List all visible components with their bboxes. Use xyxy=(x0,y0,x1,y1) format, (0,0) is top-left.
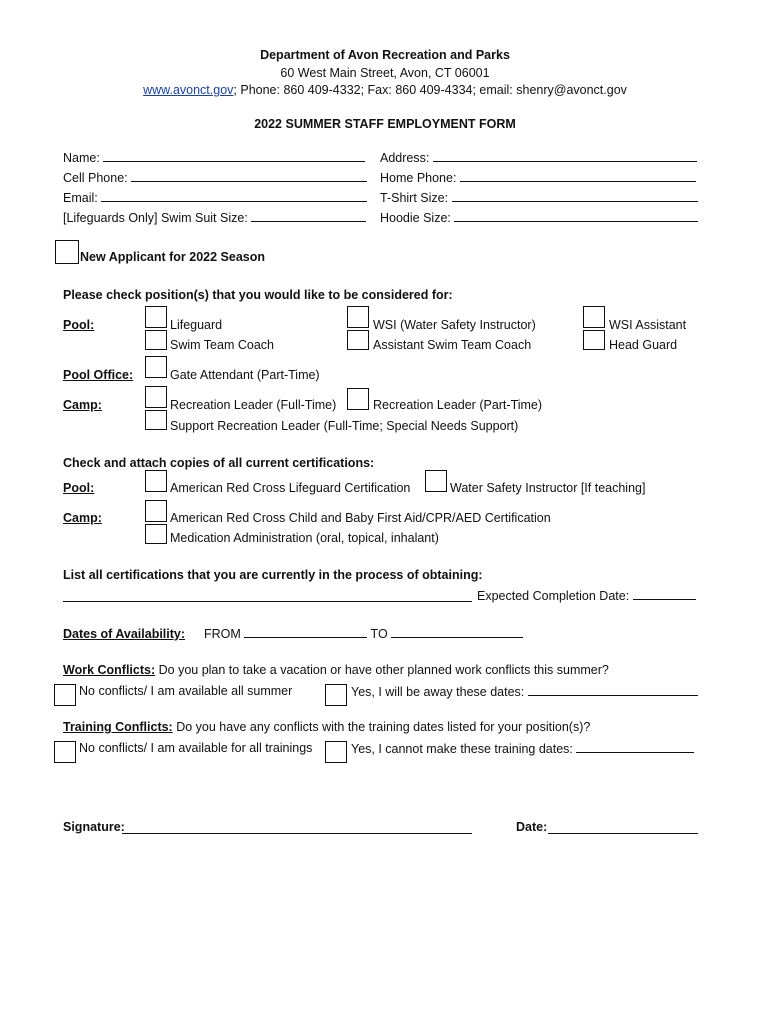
lifeguard-label: Lifeguard xyxy=(170,318,223,332)
wsi-label: WSI (Water Safety Instructor) xyxy=(373,318,536,332)
pool-office-label: Pool Office: xyxy=(63,368,134,382)
work-conflicts-text: Do you plan to take a vacation or have other planned work conflicts this summer? xyxy=(155,663,609,677)
cell-phone-label: Cell Phone: xyxy=(63,171,128,185)
address-label: Address: xyxy=(380,151,430,165)
form-title: 2022 SUMMER STAFF EMPLOYMENT FORM xyxy=(254,117,516,131)
positions-prompt: Please check position(s) that you would like to be considered for: xyxy=(63,288,453,302)
cert-camp-label: Camp: xyxy=(63,511,102,525)
home-phone-input-line[interactable] xyxy=(460,170,696,182)
pool-label: Pool: xyxy=(63,318,95,332)
wsi-teaching-checkbox[interactable] xyxy=(425,470,447,492)
head-guard-checkbox[interactable] xyxy=(583,330,605,350)
home-phone-label: Home Phone: xyxy=(380,171,457,185)
training-conflicts-label: Training Conflicts: xyxy=(63,720,173,734)
availability-label: Dates of Availability: xyxy=(63,627,186,641)
contact-line xyxy=(0,83,770,97)
tshirt-field[interactable] xyxy=(380,190,698,205)
assistant-swim-coach-checkbox[interactable] xyxy=(347,330,369,350)
new-applicant-checkbox[interactable] xyxy=(55,240,79,264)
hoodie-label: Hoodie Size: xyxy=(380,211,451,225)
swim-suit-input-line[interactable] xyxy=(251,210,366,222)
training-yes-label: Yes, I cannot make these training dates: xyxy=(351,742,573,756)
work-yes-checkbox[interactable] xyxy=(325,684,347,706)
swim-team-coach-checkbox[interactable] xyxy=(145,330,167,350)
camp-label: Camp: xyxy=(63,398,102,412)
work-no-conflicts-checkbox[interactable] xyxy=(54,684,76,706)
rec-leader-part-checkbox[interactable] xyxy=(347,388,369,410)
training-yes-checkbox[interactable] xyxy=(325,741,347,763)
availability-row xyxy=(63,626,523,641)
expected-date-input-line[interactable] xyxy=(633,588,696,600)
rec-leader-full-checkbox[interactable] xyxy=(145,386,167,408)
website-link[interactable]: www.avonct.gov xyxy=(143,83,234,97)
training-no-conflicts-label: No conflicts/ I am available for all trainings xyxy=(79,741,313,755)
work-no-conflicts-label: No conflicts/ I am available all summer xyxy=(79,684,293,698)
availability-from-label: FROM xyxy=(204,627,241,641)
expected-date-field[interactable] xyxy=(477,588,696,603)
gate-attendant-label: Gate Attendant (Part-Time) xyxy=(170,368,320,382)
cell-phone-field[interactable] xyxy=(63,170,367,185)
org-address: 60 West Main Street, Avon, CT 06001 xyxy=(280,66,490,80)
support-rec-leader-label: Support Recreation Leader (Full-Time; Special Needs Support) xyxy=(170,419,519,433)
arc-first-aid-label: American Red Cross Child and Baby First Aid/CPR/AED Certification xyxy=(170,511,551,525)
rec-leader-full-label: Recreation Leader (Full-Time) xyxy=(170,398,337,412)
swim-team-coach-label: Swim Team Coach xyxy=(170,338,274,352)
availability-to-input[interactable] xyxy=(391,626,523,638)
signature-line[interactable] xyxy=(122,820,472,834)
email-field[interactable] xyxy=(63,190,367,205)
hoodie-input-line[interactable] xyxy=(454,210,698,222)
address-input-line[interactable] xyxy=(433,150,697,162)
contact-details: ; Phone: 860 409-4332; Fax: 860 409-4334; email: shenry@avonct.gov xyxy=(233,83,627,97)
address-field[interactable] xyxy=(380,150,697,165)
swim-suit-label: [Lifeguards Only] Swim Suit Size: xyxy=(63,211,248,225)
wsi-checkbox[interactable] xyxy=(347,306,369,328)
email-input-line[interactable] xyxy=(101,190,367,202)
name-field[interactable] xyxy=(63,150,365,165)
rec-leader-part-label: Recreation Leader (Part-Time) xyxy=(373,398,543,412)
name-input-line[interactable] xyxy=(103,150,365,162)
tshirt-input-line[interactable] xyxy=(452,190,698,202)
name-label: Name: xyxy=(63,151,100,165)
arc-lifeguard-label: American Red Cross Lifeguard Certification xyxy=(170,481,411,495)
org-title: Department of Avon Recreation and Parks xyxy=(260,48,510,62)
work-conflicts-label: Work Conflicts: xyxy=(63,663,156,677)
wsi-assistant-checkbox[interactable] xyxy=(583,306,605,328)
email-label: Email: xyxy=(63,191,98,205)
cell-phone-input-line[interactable] xyxy=(131,170,367,182)
medication-checkbox[interactable] xyxy=(145,524,167,544)
training-conflicts-question xyxy=(63,720,590,734)
in-process-input-line[interactable] xyxy=(63,588,472,602)
date-line[interactable] xyxy=(548,820,698,834)
swim-suit-field[interactable] xyxy=(63,210,366,225)
signature-label: Signature: xyxy=(63,820,125,834)
assistant-swim-coach-label: Assistant Swim Team Coach xyxy=(373,338,532,352)
availability-to-label: TO xyxy=(370,627,388,641)
home-phone-field[interactable] xyxy=(380,170,696,185)
head-guard-label: Head Guard xyxy=(609,338,678,352)
medication-label: Medication Administration (oral, topical, inhalant) xyxy=(170,531,439,545)
lifeguard-checkbox[interactable] xyxy=(145,306,167,328)
date-label: Date: xyxy=(516,820,548,834)
work-yes-field[interactable] xyxy=(351,684,698,699)
cert-pool-label: Pool: xyxy=(63,481,95,495)
arc-lifeguard-checkbox[interactable] xyxy=(145,470,167,492)
expected-date-label: Expected Completion Date: xyxy=(477,589,630,603)
tshirt-label: T-Shirt Size: xyxy=(380,191,449,205)
hoodie-field[interactable] xyxy=(380,210,698,225)
wsi-assistant-label: WSI Assistant xyxy=(609,318,687,332)
arc-first-aid-checkbox[interactable] xyxy=(145,500,167,522)
training-yes-field[interactable] xyxy=(351,741,694,756)
wsi-teaching-label: Water Safety Instructor [If teaching] xyxy=(450,481,646,495)
gate-attendant-checkbox[interactable] xyxy=(145,356,167,378)
training-no-conflicts-checkbox[interactable] xyxy=(54,741,76,763)
new-applicant-label: New Applicant for 2022 Season xyxy=(80,250,266,264)
training-yes-input-line[interactable] xyxy=(576,741,694,753)
training-conflicts-text: Do you have any conflicts with the training dates listed for your position(s)? xyxy=(172,720,591,734)
availability-from-input[interactable] xyxy=(244,626,367,638)
support-rec-leader-checkbox[interactable] xyxy=(145,410,167,430)
work-conflicts-question xyxy=(63,663,609,677)
in-process-prompt: List all certifications that you are currently in the process of obtaining: xyxy=(63,568,483,582)
certifications-prompt: Check and attach copies of all current certifications: xyxy=(63,456,375,470)
work-yes-input-line[interactable] xyxy=(528,684,698,696)
work-yes-label: Yes, I will be away these dates: xyxy=(351,685,525,699)
